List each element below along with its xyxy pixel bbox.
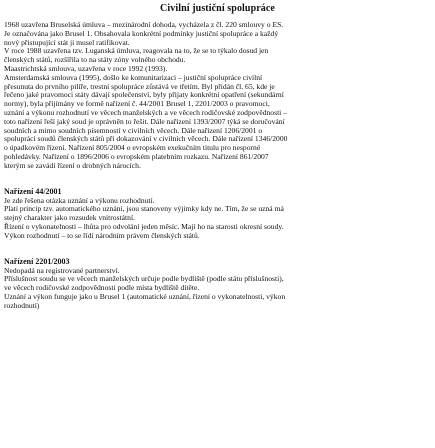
intro-line: řečeno jaké pravomoci státy dávají společenství, byly přijaty konkrétní opatření (sekundární [4,90,284,100]
intro-line: uznání a výkonu rozhodnutí ve věcech manželských a ve věcech rodičovské zodpovědnosti – [4,107,287,117]
section-line: Uznání a výkon funguje jako u Brusel 1 (automatické uznání, řízení o vykonatelnosti, výkon [4,291,286,301]
intro-line: Je označována jako Brusel 1. Obsahovala konkrétní podmínky justiční spolupráce a každý [4,28,279,38]
section-line: Nedopadá na registrované partnerství. [4,265,120,275]
intro-line: soudních a mimo soudních písemností v civilních věcech. Dále nařízení 1206/2001 o [4,125,263,135]
intro-line: toto nařízení řeší jaký soud je oprávněn to řešit. Dále nařízení 1393/2007 týká se doručování [4,116,285,126]
section-line: rozhodnutí) [4,300,40,310]
section-regulation-44-2001 [4,187,431,241]
intro-line: členských států, rozšířila to na státy zóny volného obchodu. [4,55,186,65]
section-line: Je zde řešena otázka uznání a výkonu rozhodnutí. [4,195,155,205]
section-line: Výkon rozhodnutí – to se řídí národním právem členských států. [4,230,200,240]
section-line: Platí princip tzv. automatického uznání, jsou stanoveny výjimky kdy ne. Tím, že se uzná má [4,204,284,214]
document-title: Civilní justiční spolupráce [160,3,275,14]
section-heading: Nařízení 44/2001 [4,186,62,196]
section-regulation-2201-2003 [4,257,431,311]
intro-line: přesunuta do prvního pilíře, trestní spolupráce zůstává ve třetím. Byl přidán čl. 65, kde je [4,81,275,91]
section-heading: Nařízení 2201/2003 [4,256,70,266]
intro-line: nový přistupující stát ji musel ratifikovat. [4,37,130,47]
intro-line: Amsterdamská smlouva (1995), došlo ke komunitarizaci – justiční spolupráce civilní [4,72,263,82]
section-line: Příslušnost soudu se ve věcech manželských určuje podle bydliště (podle státu příslušnosti), [4,274,284,284]
intro-line: 1968 uzavřena Bruselská úmluva – mezinárodní dohoda, vycházela z čl. 220 smlouvy o ES. [4,20,284,29]
intro-line: normy), byla přijímány ve formě nařízení č. 44/2001 Brusel 1, 2201/2003 o pravomoci, [4,99,270,109]
intro-line: spolupráci soudů členských států při dokazování v civilních věcech. Dále nařízení 1346/2000 [4,134,288,144]
intro-line: o úpadkovém řízení. Nařízení 805/2004 o evropském exekučním titulu pro nesporné [4,143,261,153]
intro-line: V roce 1988 uzavřena tzv. Luganská úmluva, reagovala na to, že se to týkalo dosud jen [4,46,269,56]
intro-line: Maastrichtská smlouva, uzavřena v roce 1992 (1993). [4,63,168,73]
section-line: ve věcech rodičovské zodpovědnosti podle místa bydliště dítěte. [4,283,200,293]
section-line: Řízení o vykonatelnosti – lhůta pro odvolání jeden měsíc. Mají ho na starosti okresní soudy. [4,221,284,231]
section-line: stejný charakter jako rozsudek vnitrostátní. [4,213,135,223]
intro-paragraph [4,21,431,171]
intro-line: kterým se zavádí řízení o drobných nárocích. [4,160,141,170]
intro-line: pohledávky. Nařízení o 1896/2006 o evropském platebním rozkazu. Nařízení 861/2007 [4,151,269,161]
